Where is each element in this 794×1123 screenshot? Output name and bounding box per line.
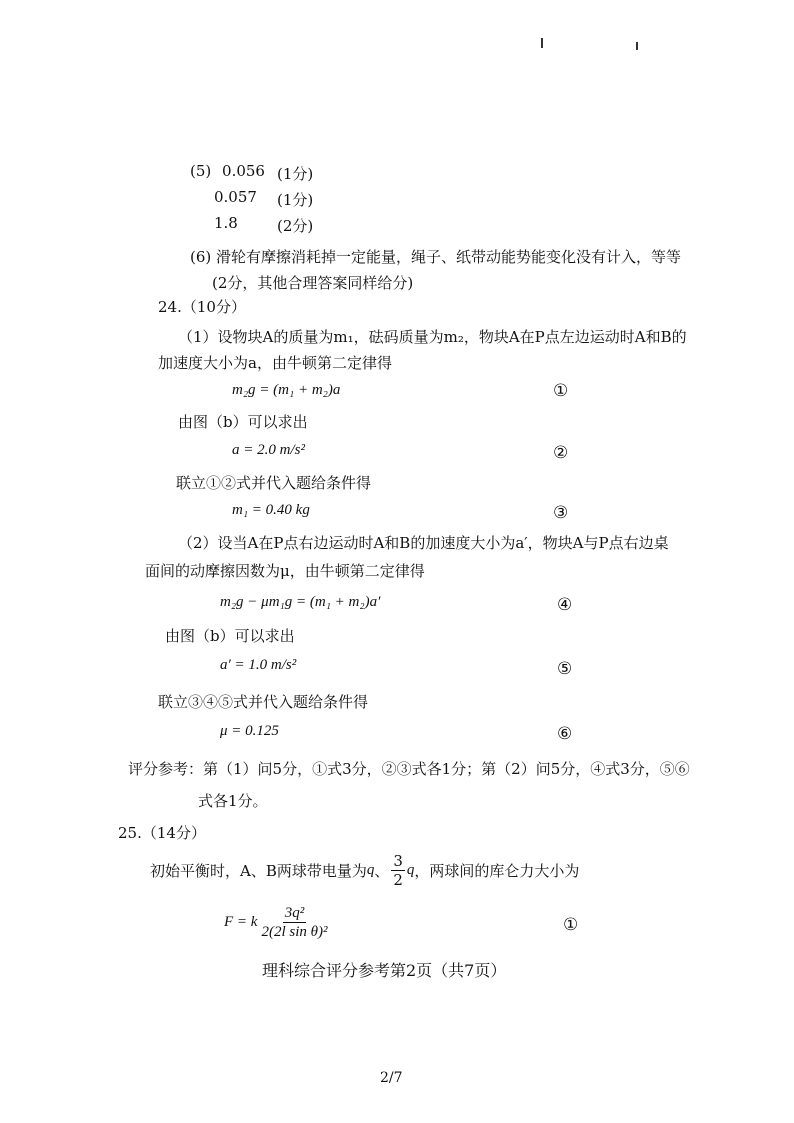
q24-p2-line2: 面间的动摩擦因数为μ，由牛顿第二定律得 [145, 562, 425, 580]
q24-p1-line1: （1）设物块A的质量为m₁，砝码质量为m₂，物块A在P点左边运动时A和B的 [178, 328, 687, 346]
q24-eq1: m₂g = (m₁ + m₂)a [232, 382, 341, 398]
q24-heading: 24.（10分） [158, 298, 246, 316]
q24-eq5-number: ⑤ [557, 659, 573, 679]
q24-eq2-number: ② [553, 443, 569, 463]
q25-eqF-lhs: F = k [224, 914, 258, 930]
q24-eq4: m₂g − μm₁g = (m₁ + m₂)a′ [220, 594, 381, 610]
q25-eqF-numerator: 3q² [284, 905, 305, 921]
scan-mark-right [636, 42, 638, 50]
section5-label: (5) [190, 162, 212, 180]
q25-intro [150, 852, 579, 889]
q25-intro-text-b: ，两球间的库仑力大小为 [414, 862, 580, 880]
q24-eq3: m₁ = 0.40 kg [232, 502, 310, 518]
section5-value1: 0.056 [222, 162, 265, 180]
page-number: 2/7 [380, 1070, 403, 1086]
section5-score1: (1分) [277, 165, 314, 183]
q25-intro-q: q [366, 862, 375, 878]
scan-mark-left [541, 38, 543, 48]
q24-eq5: a′ = 1.0 m/s² [220, 657, 297, 673]
q24-from-fig1: 由图（b）可以求出 [178, 413, 308, 431]
q25-fraction-numerator: 3 [393, 852, 403, 870]
q24-score-line2: 式各1分。 [198, 792, 268, 810]
q25-eqF-denominator: 2(2l sin θ)² [261, 924, 328, 940]
section5-value2: 0.057 [214, 188, 257, 206]
q24-p2-line1: （2）设当A在P点右边运动时A和B的加速度大小为a′，物块A与P点右边桌 [178, 534, 669, 552]
q25-fraction-denominator: 2 [393, 871, 403, 889]
q25-heading: 25.（14分） [118, 824, 206, 842]
q24-eq6: μ = 0.125 [220, 723, 279, 739]
section5-score2: (1分) [277, 191, 314, 209]
section5-row1 [190, 162, 265, 180]
q24-from-fig2: 由图（b）可以求出 [165, 627, 295, 645]
q25-eqF-fraction [259, 904, 329, 941]
q25-intro-text-a: 初始平衡时，A、B两球带电量为 [150, 862, 367, 880]
section6-note: (2分，其他合理答案同样给分) [212, 274, 414, 292]
q25-fraction [391, 852, 405, 889]
page-caption: 理科综合评分参考第2页（共7页） [262, 961, 507, 980]
section5-score3: (2分) [277, 217, 314, 235]
q25-intro-q2: q [406, 862, 415, 878]
q24-eq1-number: ① [553, 381, 569, 401]
q24-p1-line2: 加速度大小为a，由牛顿第二定律得 [158, 354, 392, 372]
section6-text: (6) 滑轮有摩擦消耗掉一定能量，绳子、纸带动能势能变化没有计入，等等 [190, 248, 682, 266]
q25-eqF-number: ① [563, 915, 579, 935]
q24-combine2: 联立③④⑤式并代入题给条件得 [158, 693, 369, 711]
section5-value3: 1.8 [214, 214, 238, 232]
q24-score-line1: 评分参考：第（1）问5分，①式3分，②③式各1分；第（2）问5分，④式3分，⑤⑥ [128, 760, 690, 778]
q25-eqF [224, 904, 331, 941]
q24-combine1: 联立①②式并代入题给条件得 [176, 474, 372, 492]
q24-eq3-number: ③ [553, 503, 569, 523]
q25-intro-sep: 、 [374, 862, 390, 880]
q24-eq6-number: ⑥ [557, 724, 573, 744]
q24-eq2: a = 2.0 m/s² [232, 442, 305, 458]
q24-eq4-number: ④ [557, 595, 573, 615]
